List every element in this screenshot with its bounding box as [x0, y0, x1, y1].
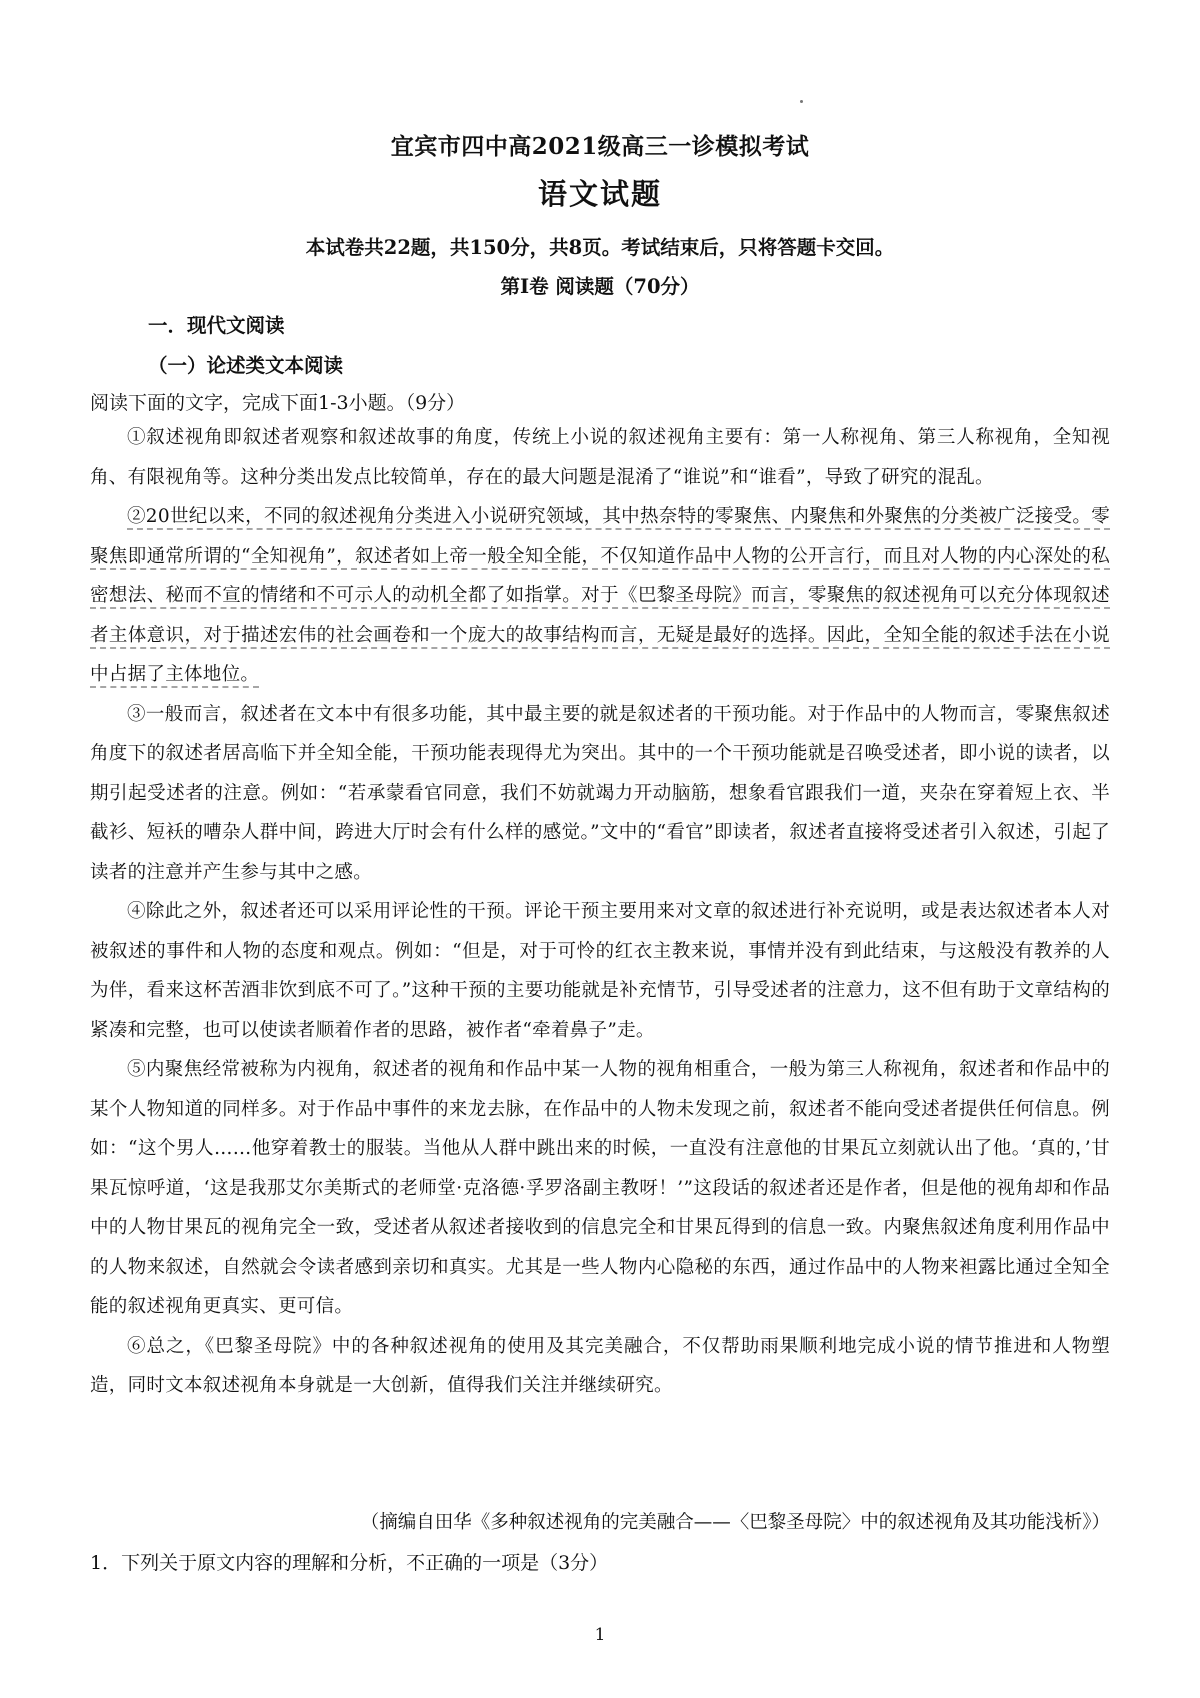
exam-info: 本试卷共22题，共150分，共8页。考试结束后，只将答题卡交回。 — [305, 236, 895, 259]
paragraph-3: ③一般而言，叙述者在文本中有很多功能，其中最主要的就是叙述者的干预功能。对于作品中的人物而言，零聚焦叙述角度下的叙述者居高临下并全知全能，干预功能表现得尤为突出。其中的一个干预功能就是召唤受述者，即小说的读者，以期引起受述者的注意。例如：“若承蒙看官同意，我们不妨就竭力开动脑筋，想象看官跟我们一道，夹杂在穿着短上衣、半截衫、短袄的嘈杂人群中间，跨进大厅时会有什么样的感觉。”文中的“看官”即读者，叙述者直接将受述者引入叙述，引起了读者的注意并产生参与其中之感。 — [90, 703, 1110, 883]
subject-title: 语文试题 — [537, 177, 662, 211]
section-title: 一．现代文阅读 — [148, 314, 285, 337]
article-body — [90, 418, 1110, 1406]
paragraph-2: ②20世纪以来，不同的叙述视角分类进入小说研究领域，其中热奈特的零聚焦、内聚焦和外聚焦的分类被广泛接受。零聚焦即通常所谓的“全知视角”，叙述者如上帝一般全知全能，不仅知道作品中人物的公开言行，而且对人物的内心深处的私密想法、秘而不宣的情绪和不可示人的动机全都了如指掌。对于《巴黎圣母院》而言，零聚焦的叙述视角可以充分体现叙述者主体意识，对于描述宏伟的社会画卷和一个庞大的故事结构而言，无疑是最好的选择。因此，全知全能的叙述手法在小说中占据了主体地位。 — [90, 506, 1110, 685]
paragraph-5: ⑤内聚焦经常被称为内视角，叙述者的视角和作品中某一人物的视角相重合，一般为第三人称视角，叙述者和作品中的某个人物知道的同样多。对于作品中事件的来龙去脉，在作品中的人物未发现之前，叙述者不能向受述者提供任何信息。例如：“这个男人……他穿着教士的服装。当他从人群中跳出来的时候，一直没有注意他的甘果瓦立刻就认出了他。‘真的，’甘果瓦惊呼道，‘这是我那艾尔美斯式的老师堂·克洛德·孚罗洛副主教呀！’”这段话的叙述者还是作者，但是他的视角却和作品中的人物甘果瓦的视角完全一致，受述者从叙述者接收到的信息完全和甘果瓦得到的信息一致。内聚焦叙述角度利用作品中的人物来叙述，自然就会令读者感到亲切和真实。尤其是一些人物内心隐秘的东西，通过作品中的人物来袒露比通过全知全能的叙述视角更真实、更可信。 — [90, 1059, 1110, 1317]
paragraph-1: ①叙述视角即叙述者观察和叙述故事的角度，传统上小说的叙述视角主要有：第一人称视角、第三人称视角，全知视角、有限视角等。这种分类出发点比较简单，存在的最大问题是混淆了“谁说”和“谁看”，导致了研究的混乱。 — [90, 427, 1110, 488]
scan-speck — [800, 100, 803, 103]
question-1: 1．下列关于原文内容的理解和分析，不正确的一项是（3分） — [90, 1552, 609, 1574]
part-title: 第Ⅰ卷 阅读题（70分） — [500, 275, 700, 298]
paragraph-4: ④除此之外，叙述者还可以采用评论性的干预。评论干预主要用来对文章的叙述进行补充说明，或是表达叙述者本人对被叙述的事件和人物的态度和观点。例如：“但是，对于可怜的红衣主教来说，事情并没有到此结束，与这般没有教养的人为伴，看来这杯苦酒非饮到底不可了。”这种干预的主要功能就是补充情节，引导受述者的注意力，这不但有助于文章结构的紧凑和完整，也可以使读者顺着作者的思路，被作者“牵着鼻子”走。 — [90, 901, 1110, 1041]
page-number: 1 — [594, 1625, 606, 1645]
article-source: （摘编自田华《多种叙述视角的完美融合——〈巴黎圣母院〉中的叙述视角及其功能浅析》） — [360, 1512, 1110, 1533]
exam-title: 宜宾市四中高2021级高三一诊模拟考试 — [390, 133, 810, 160]
paragraph-6: ⑥总之，《巴黎圣母院》中的各种叙述视角的使用及其完美融合，不仅帮助雨果顺利地完成小说的情节推进和人物塑造，同时文本叙述视角本身就是一大创新，值得我们关注并继续研究。 — [90, 1335, 1110, 1396]
reading-instruction: 阅读下面的文字，完成下面1-3小题。（9分） — [90, 392, 466, 414]
subsection-title: （一）论述类文本阅读 — [148, 354, 344, 377]
